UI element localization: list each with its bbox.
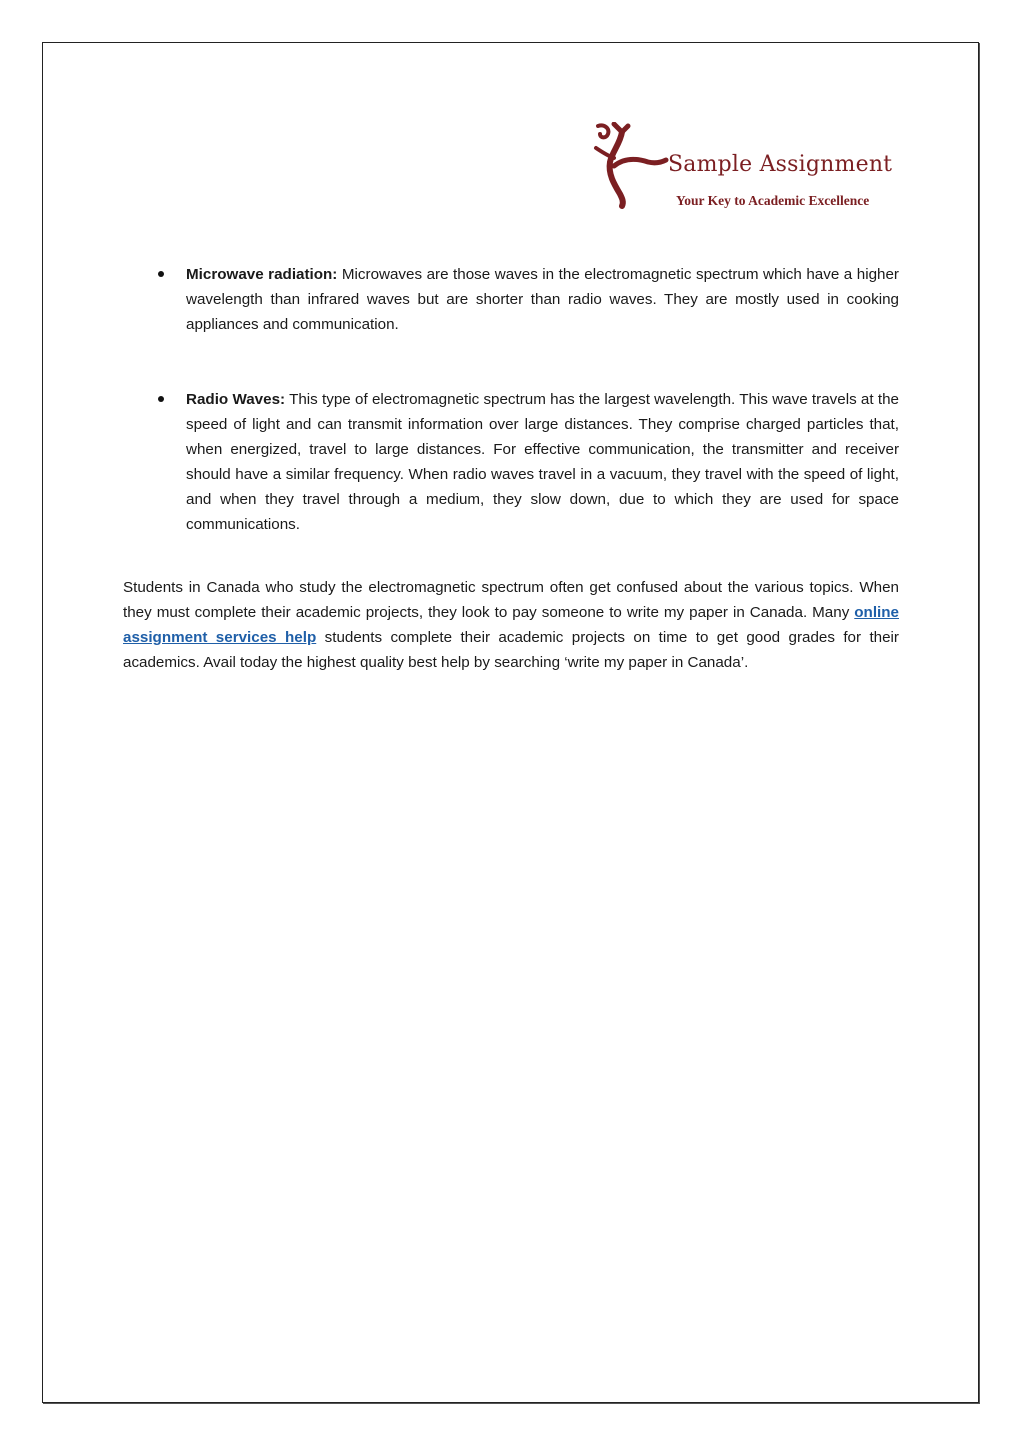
paragraph-text-before: Students in Canada who study the electromagnetic spectrum often get confused about the various topics. When they must complete their academic projects, they look to pay someone to write my paper in Canada. Many bbox=[123, 579, 899, 621]
closing-paragraph bbox=[123, 575, 899, 675]
logo-figure-icon bbox=[592, 122, 672, 212]
page-frame bbox=[42, 42, 979, 1403]
bullet-microwave bbox=[123, 262, 899, 337]
paragraph-text-after: students complete their academic projects on time to get good grades for their academics. Avail today the highest quality best help by searching ‘write my paper in Canada’. bbox=[123, 629, 899, 671]
logo-title: Sample Assignment bbox=[668, 152, 893, 177]
bullet-dot-icon bbox=[158, 271, 164, 277]
bullet-dot-icon bbox=[158, 396, 164, 402]
bullet-text: This type of electromagnetic spectrum has the largest wavelength. This wave travels at the speed of light and can transmit information over large distances. They comprise charged particles that, when energized, travel to large distances. For effective communication, the transmitter and receiver should have a similar frequency. When radio waves travel in a vacuum, they travel with the speed of light, and when they travel through a medium, they slow down, due to which they are used for space communications. bbox=[186, 391, 899, 533]
document-body bbox=[123, 262, 899, 675]
online-assignment-services-link[interactable]: online assignment services help bbox=[123, 604, 899, 646]
sample-assignment-logo bbox=[592, 122, 904, 212]
bullet-text: Microwaves are those waves in the electromagnetic spectrum which have a higher wavelength than infrared waves but are shorter than radio waves. They are mostly used in cooking appliances and communication. bbox=[186, 266, 899, 333]
bullet-term: Radio Waves: bbox=[186, 391, 286, 408]
bullet-term: Microwave radiation: bbox=[186, 266, 338, 283]
logo-tagline: Your Key to Academic Excellence bbox=[676, 193, 870, 208]
bullet-radio-waves bbox=[123, 387, 899, 537]
